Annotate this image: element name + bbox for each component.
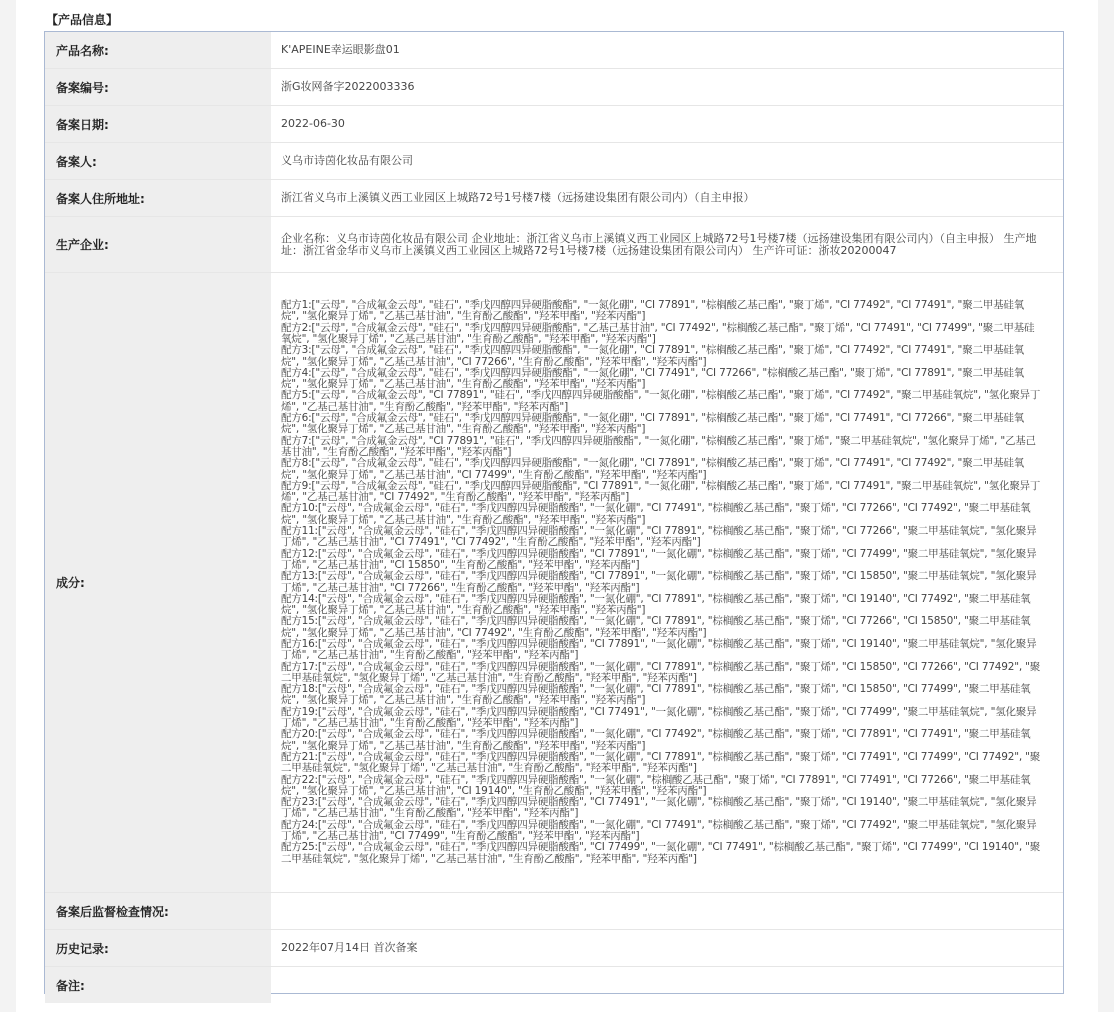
history-label: 历史记录:: [45, 930, 271, 967]
formula-line: 配方4:["云母", "合成氟金云母", "硅石", "季戊四醇四异硬脂酸酯", "一氮化硼", "CI 77491", "CI 77266", "棕榈酸乙基己酯", "聚丁烯", "CI 77891", "聚二甲基硅氧烷", "氢化聚异丁烯", "乙基己基甘油", "生育酚乙酸酯", "羟苯甲酯", "羟苯丙酯"]: [281, 366, 1024, 391]
formula-line: 配方24:["云母", "合成氟金云母", "硅石", "季戊四醇四异硬脂酸酯", "一氮化硼", "CI 77491", "棕榈酸乙基己酯", "聚丁烯", "CI 77492", "聚二甲基硅氧烷", "氢化聚异丁烯", "乙基己基甘油", "CI 77499", "生育酚乙酸酯", "羟苯甲酯", "羟苯丙酯"]: [281, 818, 1037, 843]
formula-line: 配方13:["云母", "合成氟金云母", "硅石", "季戊四醇四异硬脂酸酯", "CI 77891", "一氮化硼", "棕榈酸乙基己酯", "聚丁烯", "CI 15850", "聚二甲基硅氧烷", "氢化聚异丁烯", "乙基己基甘油", "CI 77266", "生育酚乙酸酯", "羟苯甲酯", "羟苯丙酯"]: [281, 570, 1037, 594]
ingredients-label: 成分:: [45, 273, 271, 893]
formula-line: 配方14:["云母", "合成氟金云母", "硅石", "季戊四醇四异硬脂酸酯", "一氮化硼", "CI 77891", "棕榈酸乙基己酯", "聚丁烯", "CI 19140", "CI 77492", "聚二甲基硅氧烷", "氢化聚异丁烯", "乙基己基甘油", "生育酚乙酸酯", "羟苯甲酯", "羟苯丙酯"]: [281, 592, 1031, 617]
formula-line: 配方12:["云母", "合成氟金云母", "硅石", "季戊四醇四异硬脂酸酯", "CI 77891", "一氮化硼", "棕榈酸乙基己酯", "聚丁烯", "CI 77499", "聚二甲基硅氧烷", "氢化聚异丁烯", "乙基己基甘油", "CI 15850", "生育酚乙酸酯", "羟苯甲酯", "羟苯丙酯"]: [281, 547, 1037, 571]
row-product-name: [45, 32, 1063, 69]
section-title: 【产品信息】: [46, 13, 119, 27]
row-history: [45, 930, 1063, 967]
product-name-label: 产品名称:: [45, 32, 271, 69]
formula-line: 配方6:["云母", "合成氟金云母", "硅石", "季戊四醇四异硬脂酸酯", "一氮化硼", "CI 77891", "棕榈酸乙基己酯", "聚丁烯", "CI 77491", "CI 77266", "聚二甲基硅氧烷", "氢化聚异丁烯", "乙基己基甘油", "生育酚乙酸酯", "羟苯甲酯", "羟苯丙酯"]: [281, 412, 1024, 436]
row-address: [45, 180, 1063, 217]
supervision-value: [271, 893, 1063, 930]
row-ingredients: [45, 273, 1063, 893]
supervision-label: 备案后监督检查情况:: [45, 893, 271, 930]
notes-label: 备注:: [45, 967, 271, 1004]
row-record-person: [45, 143, 1063, 180]
formula-line: 配方22:["云母", "合成氟金云母", "硅石", "季戊四醇四异硬脂酸酯", "一氮化硼", "棕榈酸乙基己酯", "聚丁烯", "CI 77891", "CI 77491", "CI 77266", "聚二甲基硅氧烷", "氢化聚异丁烯", "乙基己基甘油", "CI 19140", "生育酚乙酸酯", "羟苯甲酯", "羟苯丙酯"]: [281, 773, 1031, 797]
record-person-value: 义乌市诗茵化妆品有限公司: [271, 143, 1063, 180]
record-date-label: 备案日期:: [45, 106, 271, 143]
formula-line: 配方16:["云母", "合成氟金云母", "硅石", "季戊四醇四异硬脂酸酯", "CI 77891", "一氮化硼", "棕榈酸乙基己酯", "聚丁烯", "CI 19140", "聚二甲基硅氧烷", "氢化聚异丁烯", "乙基己基甘油", "生育酚乙酸酯", "羟苯甲酯", "羟苯丙酯"]: [281, 637, 1037, 662]
formula-line: 配方3:["云母", "合成氟金云母", "硅石", "季戊四醇四异硬脂酸酯", "一氮化硼", "CI 77891", "棕榈酸乙基己酯", "聚丁烯", "CI 77492", "CI 77491", "聚二甲基硅氧烷", "氢化聚异丁烯", "乙基己基甘油", "CI 77266", "生育酚乙酸酯", "羟苯甲酯", "羟苯丙酯"]: [281, 344, 1024, 368]
record-date-value: 2022-06-30: [271, 106, 1063, 143]
formula-line: 配方19:["云母", "合成氟金云母", "硅石", "季戊四醇四异硬脂酸酯", "CI 77491", "一氮化硼", "棕榈酸乙基己酯", "聚丁烯", "CI 77499", "聚二甲基硅氧烷", "氢化聚异丁烯", "乙基己基甘油", "生育酚乙酸酯", "羟苯甲酯", "羟苯丙酯"]: [281, 705, 1037, 730]
product-name-value: K'APEINE幸运眼影盘01: [271, 32, 1063, 69]
producer-label: 生产企业:: [45, 217, 271, 273]
formula-line: 配方25:["云母", "合成氟金云母", "硅石", "季戊四醇四异硬脂酸酯", "CI 77499", "一氮化硼", "CI 77491", "棕榈酸乙基己酯", "聚丁烯", "CI 77499", "CI 19140", "聚二甲基硅氧烷", "氢化聚异丁烯", "乙基己基甘油", "生育酚乙酸酯", "羟苯甲酯", "羟苯丙酯"]: [281, 841, 1041, 865]
formula-line: 配方2:["云母", "合成氟金云母", "硅石", "季戊四醇四异硬脂酸酯", "乙基己基甘油", "CI 77492", "棕榈酸乙基己酯", "聚丁烯", "CI 77491", "CI 77499", "聚二甲基硅氧烷", "氢化聚异丁烯", "乙基己基甘油", "生育酚乙酸酯", "羟苯甲酯", "羟苯丙酯"]: [281, 321, 1035, 345]
record-number-value: 浙G妆网备字2022003336: [271, 69, 1063, 106]
record-person-label: 备案人:: [45, 143, 271, 180]
notes-value: [271, 967, 1063, 1004]
formula-line: 配方21:["云母", "合成氟金云母", "硅石", "季戊四醇四异硬脂酸酯", "一氮化硼", "CI 77891", "棕榈酸乙基己酯", "聚丁烯", "CI 77491", "CI 77499", "CI 77492", "聚二甲基硅氧烷", "氢化聚异丁烯", "乙基己基甘油", "生育酚乙酸酯", "羟苯甲酯", "羟苯丙酯"]: [281, 750, 1041, 775]
record-number-label: 备案编号:: [45, 69, 271, 106]
formula-line: 配方20:["云母", "合成氟金云母", "硅石", "季戊四醇四异硬脂酸酯", "一氮化硼", "CI 77492", "棕榈酸乙基己酯", "聚丁烯", "CI 77891", "CI 77491", "聚二甲基硅氧烷", "氢化聚异丁烯", "乙基己基甘油", "生育酚乙酸酯", "羟苯甲酯", "羟苯丙酯"]: [281, 728, 1031, 752]
producer-value: 企业名称：义乌市诗茵化妆品有限公司 企业地址：浙江省义乌市上溪镇义西工业园区上城路72号1号楼7楼（远扬建设集团有限公司内）（自主申报） 生产地址：浙江省金华市义乌市上溪镇义西工业园区上城路72号1号楼7楼（远扬建设集团有限公司内） 生产许可证：浙妆20200047: [271, 217, 1063, 273]
row-record-date: [45, 106, 1063, 143]
formula-line: 配方15:["云母", "合成氟金云母", "硅石", "季戊四醇四异硬脂酸酯", "一氮化硼", "CI 77891", "棕榈酸乙基己酯", "聚丁烯", "CI 77266", "CI 15850", "聚二甲基硅氧烷", "氢化聚异丁烯", "乙基己基甘油", "CI 77492", "生育酚乙酸酯", "羟苯甲酯", "羟苯丙酯"]: [281, 615, 1031, 639]
row-producer: [45, 217, 1063, 273]
ingredients-value: [271, 273, 1063, 893]
row-record-number: [45, 69, 1063, 106]
address-value: 浙江省义乌市上溪镇义西工业园区上城路72号1号楼7楼（远扬建设集团有限公司内）（自主申报）: [271, 180, 1063, 217]
formula-line: 配方17:["云母", "合成氟金云母", "硅石", "季戊四醇四异硬脂酸酯", "一氮化硼", "CI 77891", "棕榈酸乙基己酯", "聚丁烯", "CI 15850", "CI 77266", "CI 77492", "聚二甲基硅氧烷", "氢化聚异丁烯", "乙基己基甘油", "生育酚乙酸酯", "羟苯甲酯", "羟苯丙酯"]: [281, 660, 1041, 684]
formula-line: 配方5:["云母", "合成氟金云母", "CI 77891", "硅石", "季戊四醇四异硬脂酸酯", "一氮化硼", "棕榈酸乙基己酯", "聚丁烯", "CI 77492", "聚二甲基硅氧烷", "氢化聚异丁烯", "乙基己基甘油", "生育酚乙酸酯", "羟苯甲酯", "羟苯丙酯"]: [281, 389, 1041, 413]
formula-line: 配方23:["云母", "合成氟金云母", "硅石", "季戊四醇四异硬脂酸酯", "CI 77491", "一氮化硼", "棕榈酸乙基己酯", "聚丁烯", "CI 19140", "聚二甲基硅氧烷", "氢化聚异丁烯", "乙基己基甘油", "生育酚乙酸酯", "羟苯甲酯", "羟苯丙酯"]: [281, 796, 1037, 820]
row-notes: [45, 967, 1063, 1004]
formula-line: 配方1:["云母", "合成氟金云母", "硅石", "季戊四醇四异硬脂酸酯", "一氮化硼", "CI 77891", "棕榈酸乙基己酯", "聚丁烯", "CI 77492", "CI 77491", "聚二甲基硅氧烷", "氢化聚异丁烯", "乙基己基甘油", "生育酚乙酸酯", "羟苯甲酯", "羟苯丙酯"]: [281, 299, 1024, 323]
formula-line: 配方11:["云母", "合成氟金云母", "硅石", "季戊四醇四异硬脂酸酯", "一氮化硼", "CI 77891", "棕榈酸乙基己酯", "聚丁烯", "CI 77266", "聚二甲基硅氧烷", "氢化聚异丁烯", "乙基己基甘油", "CI 77491", "CI 77492", "生育酚乙酸酯", "羟苯甲酯", "羟苯丙酯"]: [281, 525, 1037, 549]
formula-line: 配方8:["云母", "合成氟金云母", "硅石", "季戊四醇四异硬脂酸酯", "一氮化硼", "CI 77891", "棕榈酸乙基己酯", "聚丁烯", "CI 77491", "CI 77492", "聚二甲基硅氧烷", "氢化聚异丁烯", "乙基己基甘油", "CI 77499", "生育酚乙酸酯", "羟苯甲酯", "羟苯丙酯"]: [281, 457, 1024, 481]
address-label: 备案人住所地址:: [45, 180, 271, 217]
formula-line: 配方18:["云母", "合成氟金云母", "硅石", "季戊四醇四异硬脂酸酯", "一氮化硼", "CI 77891", "棕榈酸乙基己酯", "聚丁烯", "CI 15850", "CI 77499", "聚二甲基硅氧烷", "氢化聚异丁烯", "乙基己基甘油", "生育酚乙酸酯", "羟苯甲酯", "羟苯丙酯"]: [281, 683, 1031, 707]
page: [16, 0, 1098, 1012]
product-info-table: [44, 31, 1064, 994]
ingredients-list: [281, 300, 1041, 865]
formula-line: 配方9:["云母", "合成氟金云母", "硅石", "季戊四醇四异硬脂酸酯", "CI 77891", "一氮化硼", "棕榈酸乙基己酯", "聚丁烯", "CI 77491", "聚二甲基硅氧烷", "氢化聚异丁烯", "乙基己基甘油", "CI 77492", "生育酚乙酸酯", "羟苯甲酯", "羟苯丙酯"]: [281, 479, 1041, 504]
history-value: 2022年07月14日 首次备案: [271, 930, 1063, 967]
formula-line: 配方10:["云母", "合成氟金云母", "硅石", "季戊四醇四异硬脂酸酯", "一氮化硼", "CI 77491", "棕榈酸乙基己酯", "聚丁烯", "CI 77266", "CI 77492", "聚二甲基硅氧烷", "氢化聚异丁烯", "乙基己基甘油", "生育酚乙酸酯", "羟苯甲酯", "羟苯丙酯"]: [281, 502, 1031, 526]
row-supervision: [45, 893, 1063, 930]
formula-line: 配方7:["云母", "合成氟金云母", "CI 77891", "硅石", "季戊四醇四异硬脂酸酯", "一氮化硼", "棕榈酸乙基己酯", "聚丁烯", "聚二甲基硅氧烷", "氢化聚异丁烯", "乙基己基甘油", "生育酚乙酸酯", "羟苯甲酯", "羟苯丙酯"]: [281, 434, 1036, 458]
